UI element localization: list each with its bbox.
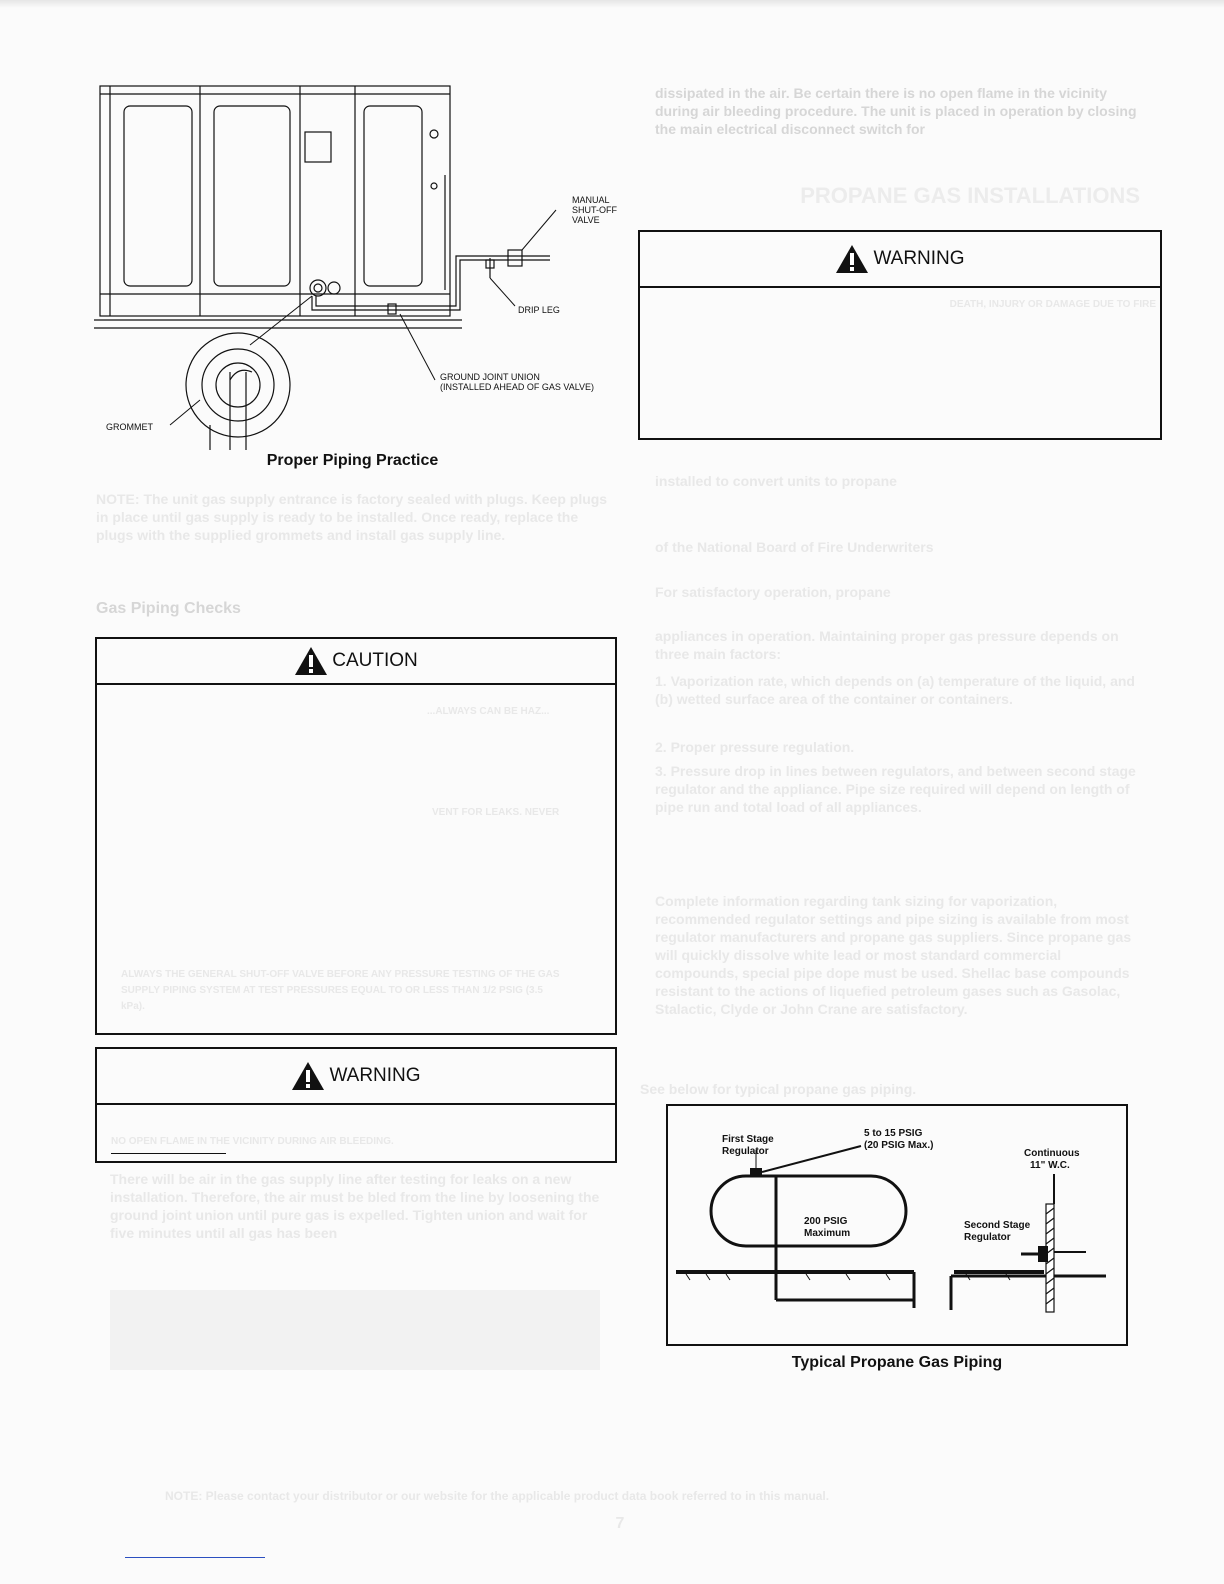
manual-valve-label-1: MANUAL	[572, 195, 610, 205]
left-faded-block	[110, 1290, 600, 1370]
caution-title: CAUTION	[332, 650, 418, 671]
warning-right-fragment: DEATH, INJURY OR DAMAGE DUE TO FIRE	[949, 299, 1156, 310]
right-top-paragraph: dissipated in the air. Be certain there is no open flame in the vicinity during air bleeding procedure. The unit is placed in operation by closing the main electrical disconnect switch for	[655, 85, 1137, 137]
footer-note: NOTE: Please contact your distributor or our website for the applicable product data book referred to in this manual.	[165, 1489, 830, 1503]
caution-fragment-1: ...ALWAYS CAN BE HAZ...	[427, 706, 550, 717]
ground-union-label-1: GROUND JOINT UNION	[440, 372, 540, 382]
piping-diagram	[90, 80, 630, 450]
first-stage-label-1: First Stage	[722, 1134, 774, 1145]
air-bleed-paragraph: There will be air in the gas supply line after testing for leaks on a new installation. Therefore, the air must be bled from the line by loosening the ground joint union until pure gas is expelled. Tighten union and wait for five minutes until all gas has been	[110, 1171, 600, 1241]
propane-line-1: installed to convert units to propane	[655, 473, 897, 489]
propane-figure-caption: Typical Propane Gas Piping	[791, 1354, 1003, 1371]
propane-factors-paragraph: appliances in operation. Maintaining proper gas pressure depends on three main factors:	[655, 628, 1119, 662]
warning-box-left	[95, 1047, 617, 1163]
factor-item-3: 3. Pressure drop in lines between regulators, and between second stage regulator and the appliance. Pipe size required will depend on length of pipe run and total load of all appliances.	[655, 763, 1136, 815]
second-stage-label-1: Second Stage	[964, 1220, 1031, 1231]
warning-right-header	[640, 232, 1160, 288]
warning-left-underline	[111, 1153, 226, 1154]
psig-range-label-2: (20 PSIG Max.)	[864, 1140, 934, 1151]
propane-info-paragraph: Complete information regarding tank sizing for vaporization, recommended regulator settings and pipe sizing is available from most regulator manufacturers and propane gas suppliers. Since propane gas will quickly dissolve white lead or most standard commercial compounds, special pipe dope must be used. Shellac base compounds resistant to the actions of liquefied petroleum gases such as Gasolac, Stalactic, Clyde or John Crane are satisfactory.	[655, 893, 1132, 1017]
unit-cabinet	[94, 86, 462, 328]
caution-fragment-3: ALWAYS THE GENERAL SHUT-OFF VALVE BEFORE ANY PRESSURE TESTING OF THE GAS SUPPLY PIPING SYSTEM AT TEST PRESSURES EQUAL TO OR LESS THAN 1/2 PSIG (3.5 kPa).	[121, 969, 560, 1012]
first-stage-label-2: Regulator	[722, 1146, 769, 1157]
warning-left-header	[97, 1049, 615, 1105]
ground-union-label-2: (INSTALLED AHEAD OF GAS VALVE)	[440, 382, 595, 392]
max-200-label-1: 200 PSIG	[804, 1216, 848, 1227]
page-number: 7	[615, 1515, 625, 1532]
continuous-label-2: 11" W.C.	[1030, 1160, 1070, 1171]
grommet-label: GROMMET	[106, 422, 153, 432]
factor-item-1: 1. Vaporization rate, which depends on (a) temperature of the liquid, and (b) wetted surface area of the container or containers.	[655, 673, 1135, 707]
scan-top-edge	[0, 0, 1224, 8]
factor-item-2: 2. Proper pressure regulation.	[655, 739, 855, 755]
manual-valve-label-2: SHUT-OFF	[572, 205, 617, 215]
left-bottom-underline	[125, 1557, 265, 1558]
psig-range-label-1: 5 to 15 PSIG	[864, 1128, 923, 1139]
caution-box	[95, 637, 617, 1035]
warning-right-title: WARNING	[873, 248, 965, 269]
see-below-text: See below for typical propane gas piping.	[640, 1081, 917, 1097]
manual-valve-label-3: VALVE	[572, 215, 600, 225]
propane-heading: PROPANE GAS INSTALLATIONS	[800, 183, 1140, 208]
drip-leg-label: DRIP LEG	[518, 305, 560, 315]
gas-pipe	[312, 250, 550, 314]
propane-line-2: of the National Board of Fire Underwriters	[655, 539, 934, 555]
piping-figure-caption: Proper Piping Practice	[266, 452, 439, 469]
grommet-detail	[186, 333, 290, 450]
caution-box-header	[97, 639, 615, 685]
continuous-label-1: Continuous	[1024, 1148, 1080, 1159]
warning-triangle-icon	[835, 244, 869, 274]
warning-triangle-icon	[291, 1061, 325, 1091]
warning-left-text: NO OPEN FLAME IN THE VICINITY DURING AIR BLEEDING.	[111, 1136, 394, 1147]
warning-left-title: WARNING	[329, 1065, 421, 1086]
gas-checks-heading: Gas Piping Checks	[96, 600, 241, 617]
caution-fragment-2: VENT FOR LEAKS. NEVER	[432, 807, 560, 818]
propane-piping-diagram	[666, 1104, 1128, 1346]
warning-triangle-icon	[294, 646, 328, 676]
max-200-label-2: Maximum	[804, 1228, 851, 1239]
second-stage-label-2: Regulator	[964, 1232, 1011, 1243]
propane-line-3: For satisfactory operation, propane	[655, 584, 891, 600]
warning-box-right	[638, 230, 1162, 440]
gas-supply-note: NOTE: The unit gas supply entrance is factory sealed with plugs. Keep plugs in place until gas supply is ready to be installed. Once ready, replace the plugs with the supplied grommets and install gas supply line.	[96, 491, 608, 543]
